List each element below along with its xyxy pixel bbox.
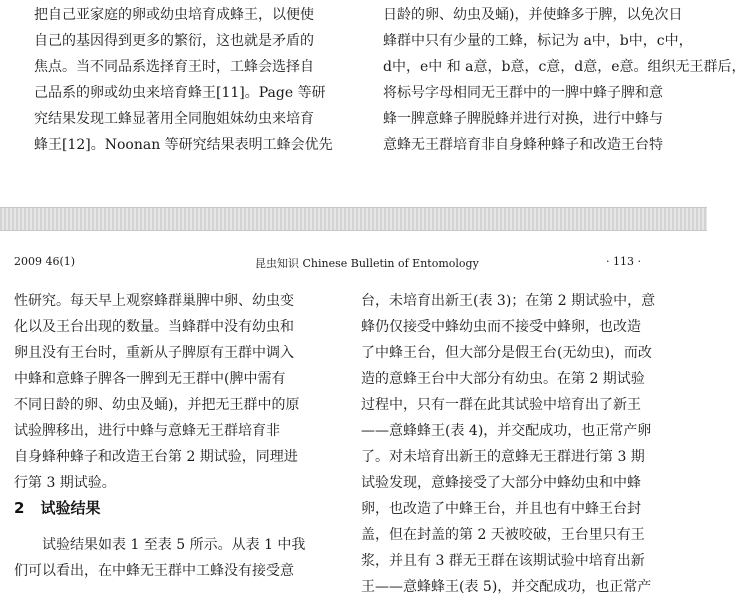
text-line: ——意蜂蜂王(表 4)，并交配成功，也正常产卵 bbox=[361, 423, 652, 439]
text-line: 自身蜂种蜂子和改造王台第 2 期试验，同理进 bbox=[14, 449, 298, 465]
text-line: 究结果发现工蜂显著用全同胞姐妹幼虫来培育 bbox=[34, 111, 314, 127]
text-line: 性研究。每天早上观察蜂群巢脾中卵、幼虫变 bbox=[14, 293, 294, 309]
running-header bbox=[0, 255, 707, 273]
page-break-divider bbox=[0, 207, 707, 231]
text-line: 蜂群中只有少量的工蜂，标记为 a中，b中，c中， bbox=[383, 33, 693, 49]
text-line: 自己的基因得到更多的繁衍，这也就是矛盾的 bbox=[34, 33, 314, 49]
text-line: 化以及王台出现的数量。当蜂群中没有幼虫和 bbox=[14, 319, 294, 335]
text-line: 焦点。当不同品系选择育王时，工蜂会选择自 bbox=[34, 59, 314, 75]
text-line: 卵且没有王台时，重新从子脾原有王群中调入 bbox=[14, 345, 294, 361]
text-line: 试验发现，意蜂接受了大部分中蜂幼虫和中蜂 bbox=[361, 475, 641, 491]
text-line: 意蜂无王群培育非自身蜂种蜂子和改造王台特 bbox=[383, 137, 663, 153]
text-line: 台，未培育出新王(表 3)；在第 2 期试验中，意 bbox=[361, 293, 656, 309]
section-number: 2 bbox=[14, 499, 25, 517]
text-line: 中蜂和意蜂子脾各一脾到无王群中(脾中需有 bbox=[14, 371, 286, 387]
journal-title: 昆虫知识 Chinese Bulletin of Entomology bbox=[255, 257, 479, 270]
text-line: 蜂王[12]。Noonan 等研究结果表明工蜂会优先 bbox=[34, 137, 333, 153]
section-title: 试验结果 bbox=[40, 499, 101, 517]
previous-page-left-column bbox=[34, 2, 356, 158]
results-paragraph bbox=[14, 532, 336, 584]
text-line: 不同日龄的卵、幼虫及蛹)，并把无王群中的原 bbox=[14, 397, 300, 413]
text-line: 把自己亚家庭的卵或幼虫培育成蜂王，以便使 bbox=[34, 7, 314, 23]
text-line: 过程中，只有一群在此其试验中培育出了新王 bbox=[361, 397, 641, 413]
text-line: 们可以看出，在中蜂无王群中工蜂没有接受意 bbox=[14, 563, 294, 579]
text-line: 己品系的卵或幼虫来培育蜂王[11]。Page 等研 bbox=[34, 85, 326, 101]
text-line: 浆，并且有 3 群无王群在该期试验中培育出新 bbox=[361, 553, 645, 569]
text-line: 试验脾移出，进行中蜂与意蜂无王群培育非 bbox=[14, 423, 280, 439]
text-line: 蜂仍仅接受中蜂幼虫而不接受中蜂卵，也改造 bbox=[361, 319, 641, 335]
text-line: 了。对未培育出新王的意蜂无王群进行第 3 期 bbox=[361, 449, 645, 465]
current-page-right-column bbox=[361, 288, 693, 600]
text-line: 了中蜂王台，但大部分是假王台(无幼虫)，而改 bbox=[361, 345, 652, 361]
previous-page-right-column bbox=[383, 2, 746, 158]
text-line: 行第 3 期试验。 bbox=[14, 475, 116, 491]
text-line: 王——意蜂蜂王(表 5)，并交配成功，也正常产 bbox=[361, 579, 652, 595]
text-line: 蜂一脾意蜂子脾脱蜂并进行对换，进行中蜂与 bbox=[383, 111, 663, 127]
text-line: 将标号字母相同无王群中的一脾中蜂子脾和意 bbox=[383, 85, 663, 101]
text-line: 日龄的卵、幼虫及蛹)，并使蜂多于脾，以免次日 bbox=[383, 7, 683, 23]
previous-page-fragment bbox=[0, 0, 746, 207]
page-number: · 113 · bbox=[606, 255, 641, 268]
journal-issue: 2009 46(1) bbox=[14, 255, 76, 268]
text-line: 卵，也改造了中蜂王台，并且也有中蜂王台封 bbox=[361, 501, 641, 517]
text-line: d中，e中 和 a意，b意，c意，d意，e意。组织无王群后， bbox=[383, 59, 746, 75]
text-line: 试验结果如表 1 至表 5 所示。从表 1 中我 bbox=[42, 537, 306, 553]
text-line: 造的意蜂王台中大部分有幼虫。在第 2 期试验 bbox=[361, 371, 645, 387]
section-heading bbox=[14, 497, 116, 518]
text-line: 盖，但在封盖的第 2 天被咬破，王台里只有王 bbox=[361, 527, 645, 543]
current-page-left-column bbox=[14, 288, 336, 496]
